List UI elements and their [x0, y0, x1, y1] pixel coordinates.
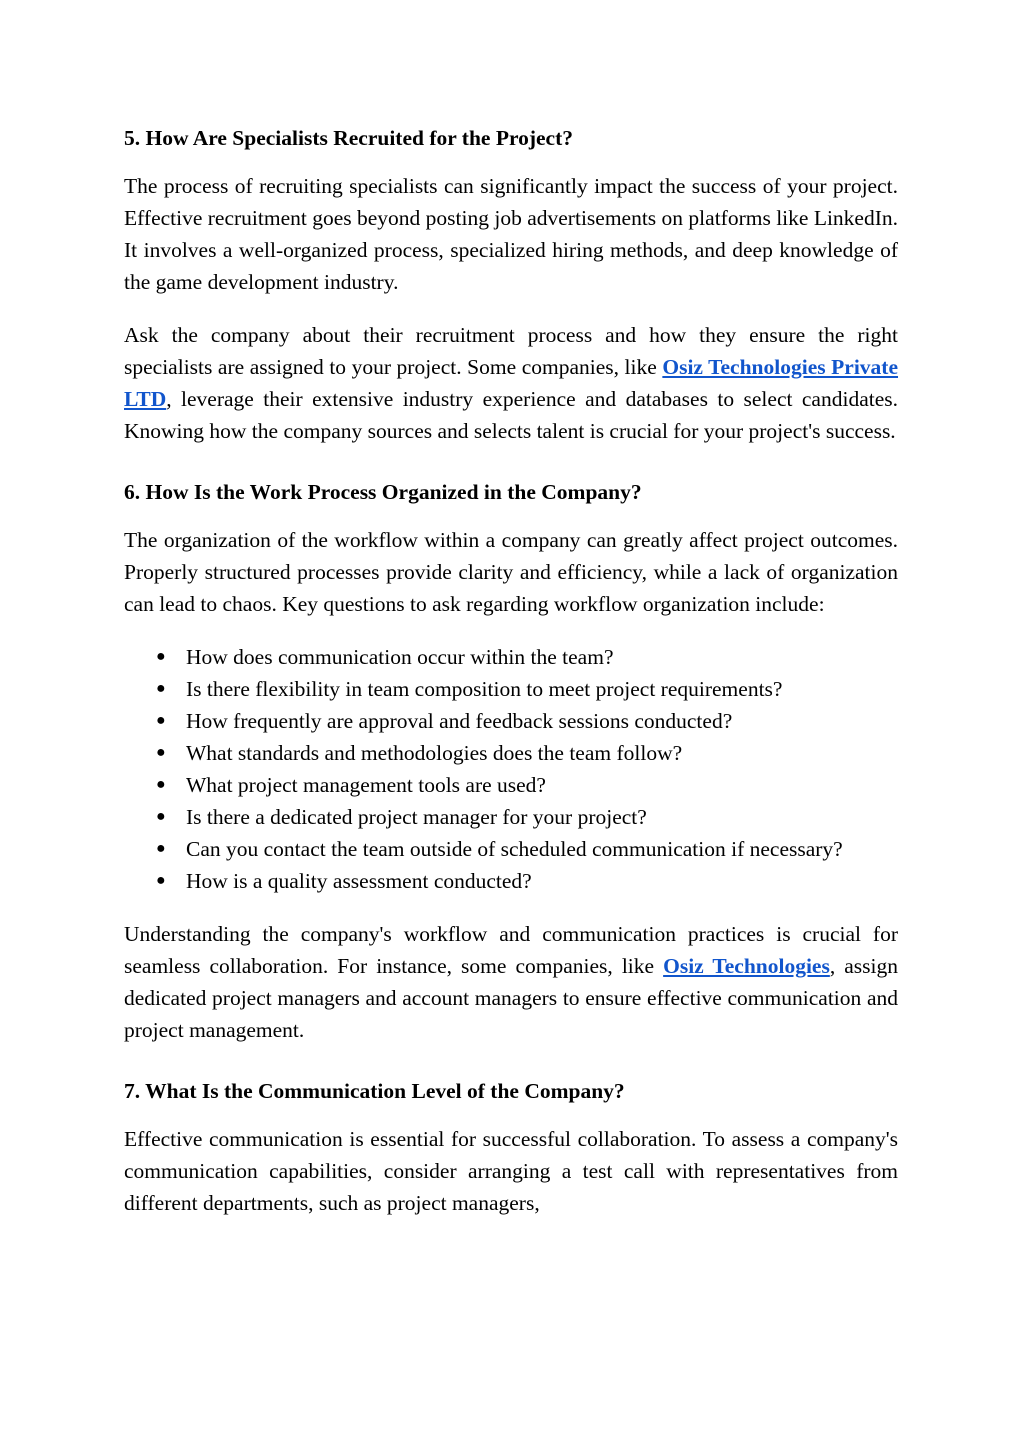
section-5-paragraph-2	[124, 319, 898, 447]
section-7-paragraph-1: Effective communication is essential for successful collaboration. To assess a company's communication capabilities, consider arranging a test call with representatives from different departments, such as project managers,	[124, 1127, 898, 1215]
osiz-technologies-private-ltd-link[interactable]: Osiz Technologies Private LTD	[124, 355, 899, 411]
list-item	[124, 769, 898, 801]
list-item-text: What project management tools are used?	[186, 773, 546, 797]
list-item-text: How does communication occur within the team?	[186, 645, 614, 669]
bullet-icon: ●	[156, 744, 166, 761]
workflow-questions-list	[124, 641, 898, 897]
section-5-paragraph-2-text-a: Ask the company about their recruitment process and how they ensure the right specialists are assigned to your project. Some companies, like	[124, 323, 898, 379]
section-5-heading: 5. How Are Specialists Recruited for the Project?	[124, 126, 574, 150]
list-item	[124, 705, 898, 737]
list-item	[124, 833, 898, 865]
list-item-text: Can you contact the team outside of scheduled communication if necessary?	[186, 837, 843, 861]
bullet-icon: ●	[156, 680, 166, 697]
bullet-icon: ●	[156, 648, 166, 665]
bullet-icon: ●	[156, 712, 166, 729]
section-6-heading: 6. How Is the Work Process Organized in the Company?	[124, 480, 642, 504]
section-6-paragraph-2	[124, 918, 898, 1046]
list-item-text: Is there a dedicated project manager for your project?	[186, 805, 647, 829]
section-6-paragraph-2-text-a: Understanding the company's workflow and communication practices is crucial for seamless collaboration. For instance, some companies, like	[124, 922, 898, 978]
list-item	[124, 865, 898, 897]
bullet-icon: ●	[156, 808, 166, 825]
list-item-text: How is a quality assessment conducted?	[186, 869, 532, 893]
section-6-paragraph-1: The organization of the workflow within a company can greatly affect project outcomes. Properly structured processes provide clarity and efficiency, while a lack of organization can lead to chaos. Key questions to ask regarding workflow organization include:	[124, 528, 898, 616]
list-item	[124, 673, 898, 705]
list-item	[124, 641, 898, 673]
list-item	[124, 737, 898, 769]
document-page	[124, 118, 898, 1219]
osiz-technologies-link[interactable]: Osiz Technologies	[663, 954, 830, 978]
list-item-text: Is there flexibility in team composition to meet project requirements?	[186, 677, 783, 701]
bullet-icon: ●	[156, 872, 166, 889]
bullet-icon: ●	[156, 840, 166, 857]
section-5-paragraph-1: The process of recruiting specialists can significantly impact the success of your project. Effective recruitment goes beyond posting job advertisements on platforms like LinkedIn. It involves a well-organized process, specialized hiring methods, and deep knowledge of the game development industry.	[124, 174, 898, 294]
section-5-paragraph-2-text-b: , leverage their extensive industry experience and databases to select candidates. Knowing how the company sources and selects talent is crucial for your project's success.	[124, 387, 898, 443]
bullet-icon: ●	[156, 776, 166, 793]
list-item	[124, 801, 898, 833]
section-7-heading: 7. What Is the Communication Level of the Company?	[124, 1079, 625, 1103]
section-6-paragraph-2-text-b: , assign dedicated project managers and account managers to ensure effective communication and project management.	[124, 954, 899, 1042]
list-item-text: What standards and methodologies does the team follow?	[186, 741, 683, 765]
list-item-text: How frequently are approval and feedback sessions conducted?	[186, 709, 733, 733]
